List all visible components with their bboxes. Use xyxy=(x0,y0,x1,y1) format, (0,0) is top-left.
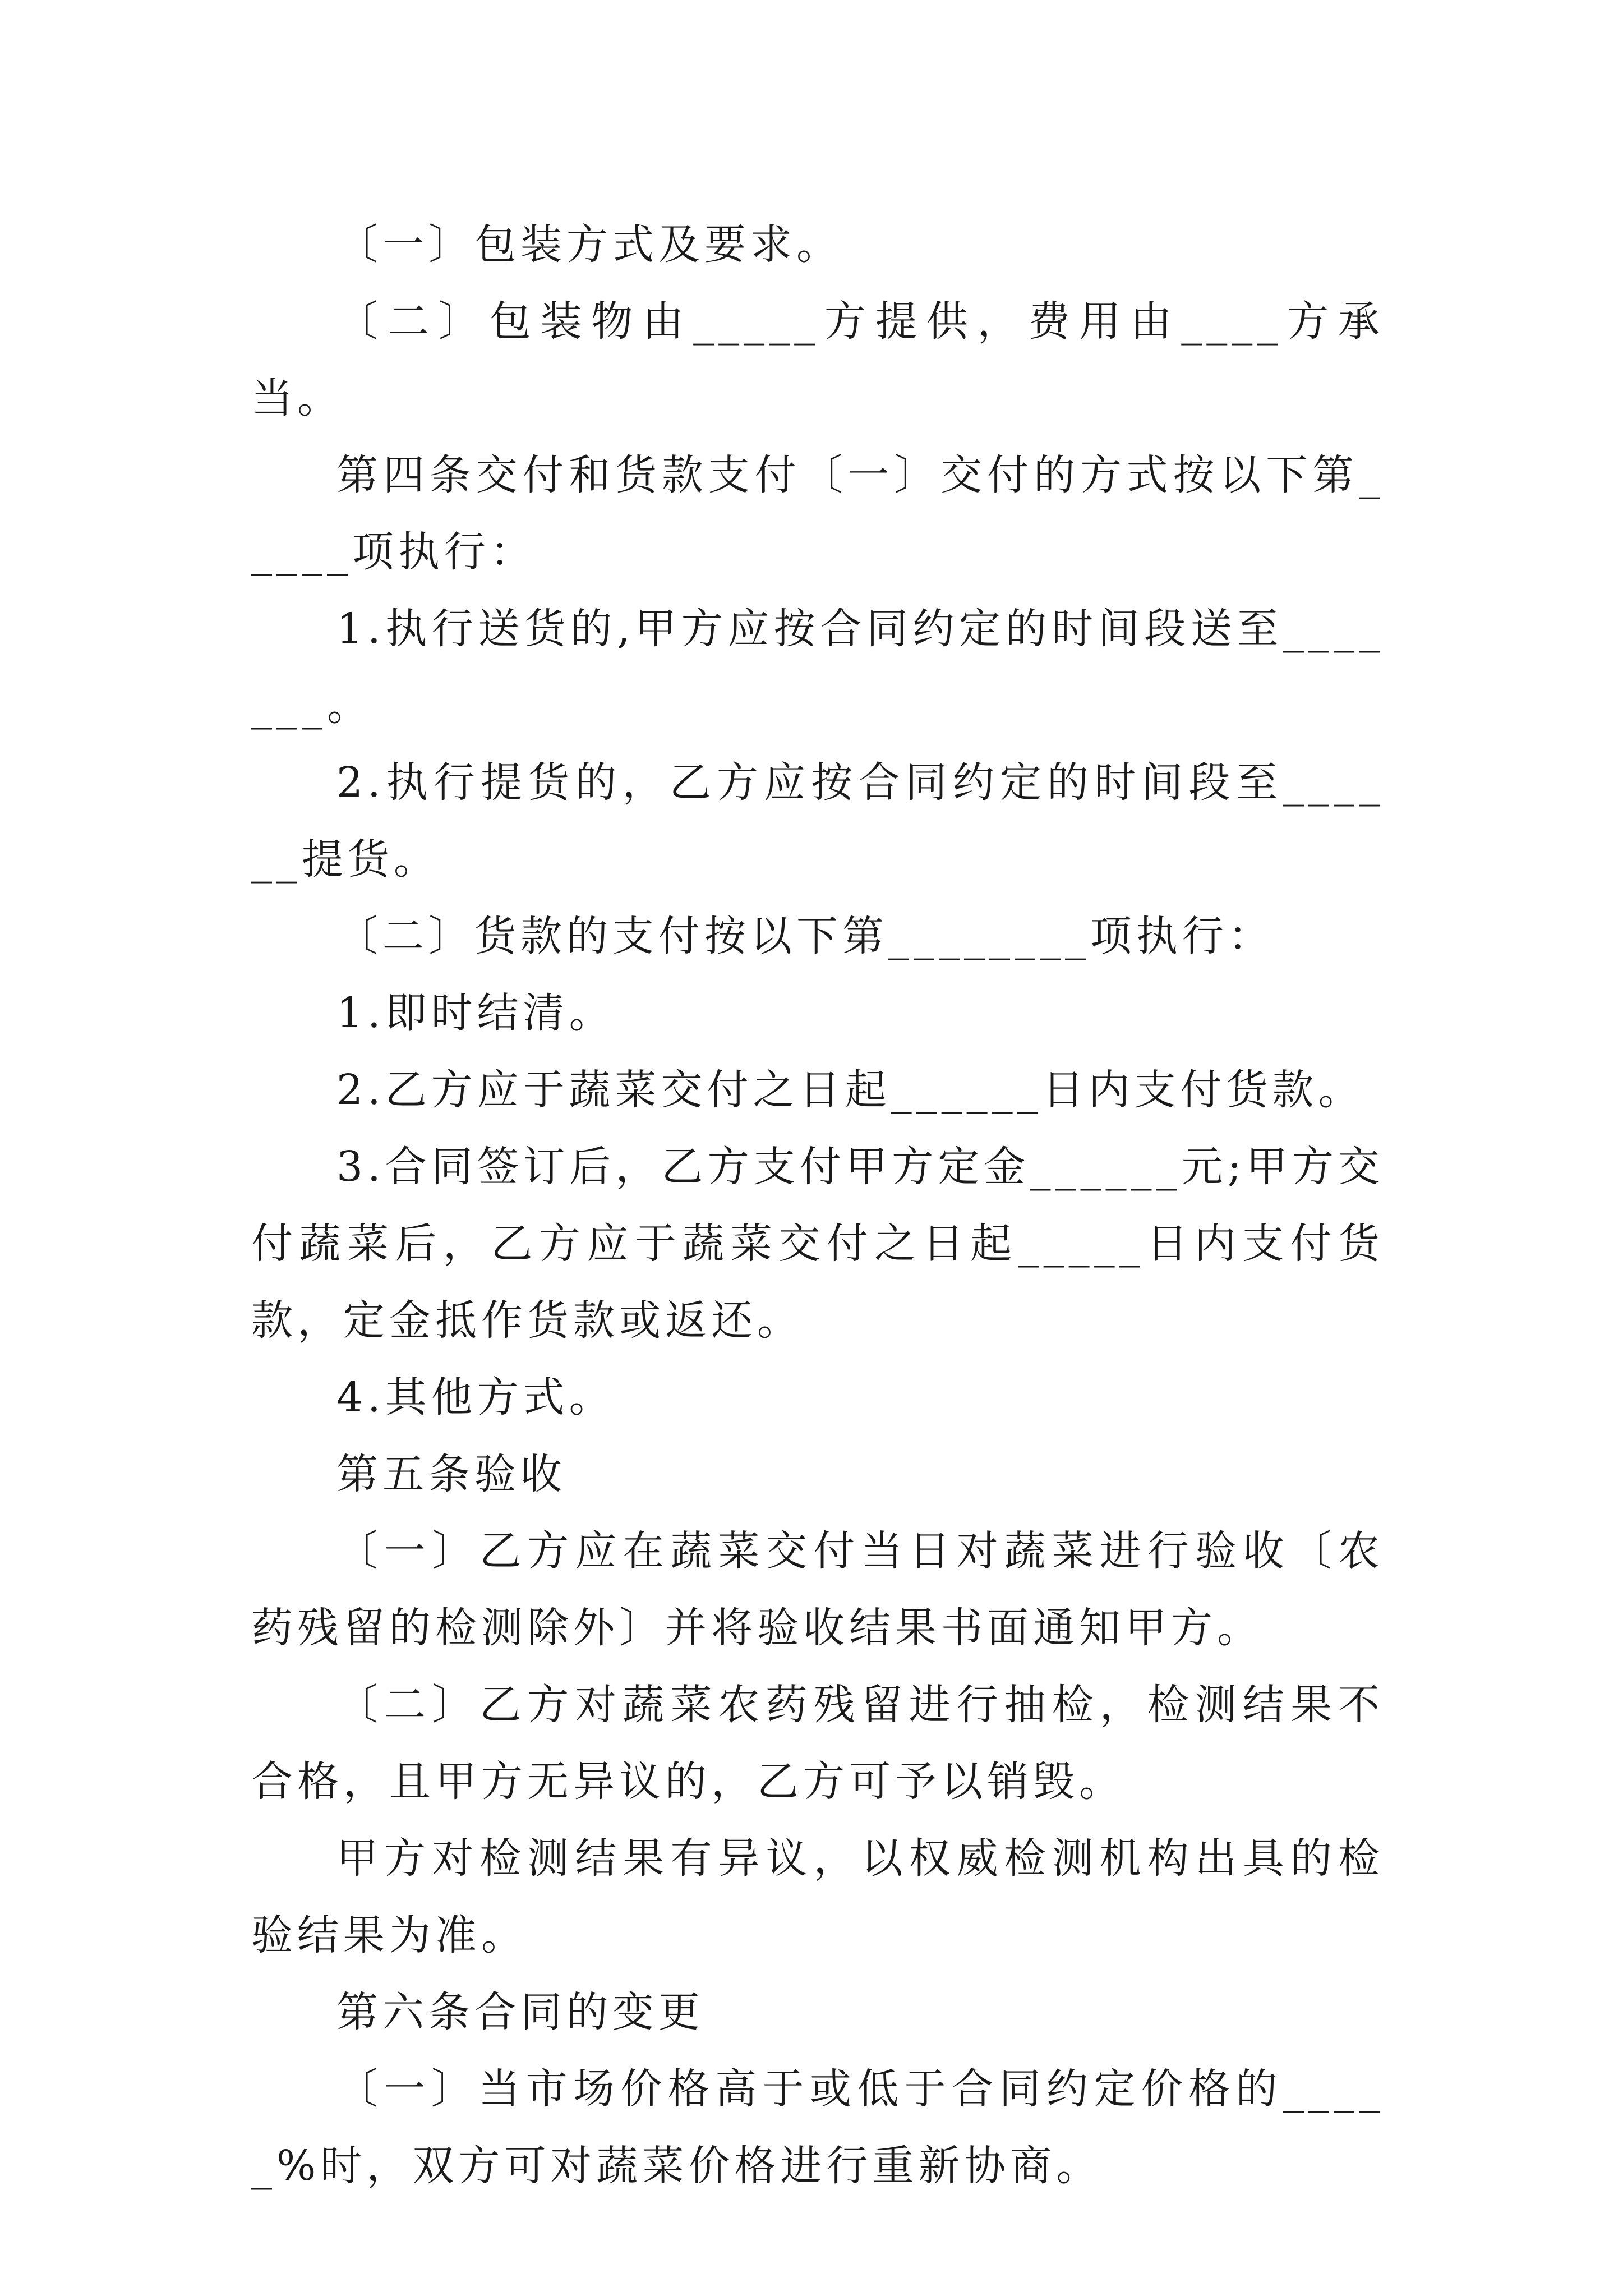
paragraph-contract-change-1: 〔一〕当市场价格高于或低于合同约定价格的_____%时，双方可对蔬菜价格进行重新协商。 xyxy=(251,2065,1384,2190)
paragraph-payment-method: 〔二〕货款的支付按以下第________项执行： xyxy=(336,912,1274,960)
paragraph-delivery-option-1: 1.执行送货的,甲方应按合同约定的时间段送至_______。 xyxy=(251,605,1384,730)
paragraph-acceptance-dispute: 甲方对检测结果有异议，以权威检测机构出具的检验结果为准。 xyxy=(251,1834,1384,1959)
paragraph-article-4-delivery: 第四条交付和货款支付〔一〕交付的方式按以下第_____项执行： xyxy=(251,451,1384,576)
heading-article-6: 第六条合同的变更 xyxy=(336,1988,704,2036)
paragraph-acceptance-2: 〔二〕乙方对蔬菜农药残留进行抽检，检测结果不合格，且甲方无异议的，乙方可予以销毁。 xyxy=(251,1681,1384,1806)
paragraph-payment-option-3: 3.合同签订后，乙方支付甲方定金______元;甲方交付蔬菜后，乙方应于蔬菜交付之日起_____日内支付货款，定金抵作货款或返还。 xyxy=(251,1143,1384,1345)
heading-article-5: 第五条验收 xyxy=(336,1450,566,1498)
paragraph-payment-option-2: 2.乙方应于蔬菜交付之日起______日内支付货款。 xyxy=(336,1066,1364,1114)
paragraph-packaging-method: 〔一〕包装方式及要求。 xyxy=(336,220,842,269)
paragraph-packaging-supplier: 〔二〕包装物由_____方提供，费用由____方承当。 xyxy=(251,297,1384,422)
paragraph-payment-option-4: 4.其他方式。 xyxy=(336,1373,615,1421)
document-page xyxy=(251,206,1384,2205)
paragraph-payment-option-1: 1.即时结清。 xyxy=(336,989,615,1037)
paragraph-delivery-option-2: 2.执行提货的，乙方应按合同约定的时间段至______提货。 xyxy=(251,758,1384,884)
paragraph-acceptance-1: 〔一〕乙方应在蔬菜交付当日对蔬菜进行验收〔农药残留的检测除外〕并将验收结果书面通知甲方。 xyxy=(251,1527,1384,1652)
